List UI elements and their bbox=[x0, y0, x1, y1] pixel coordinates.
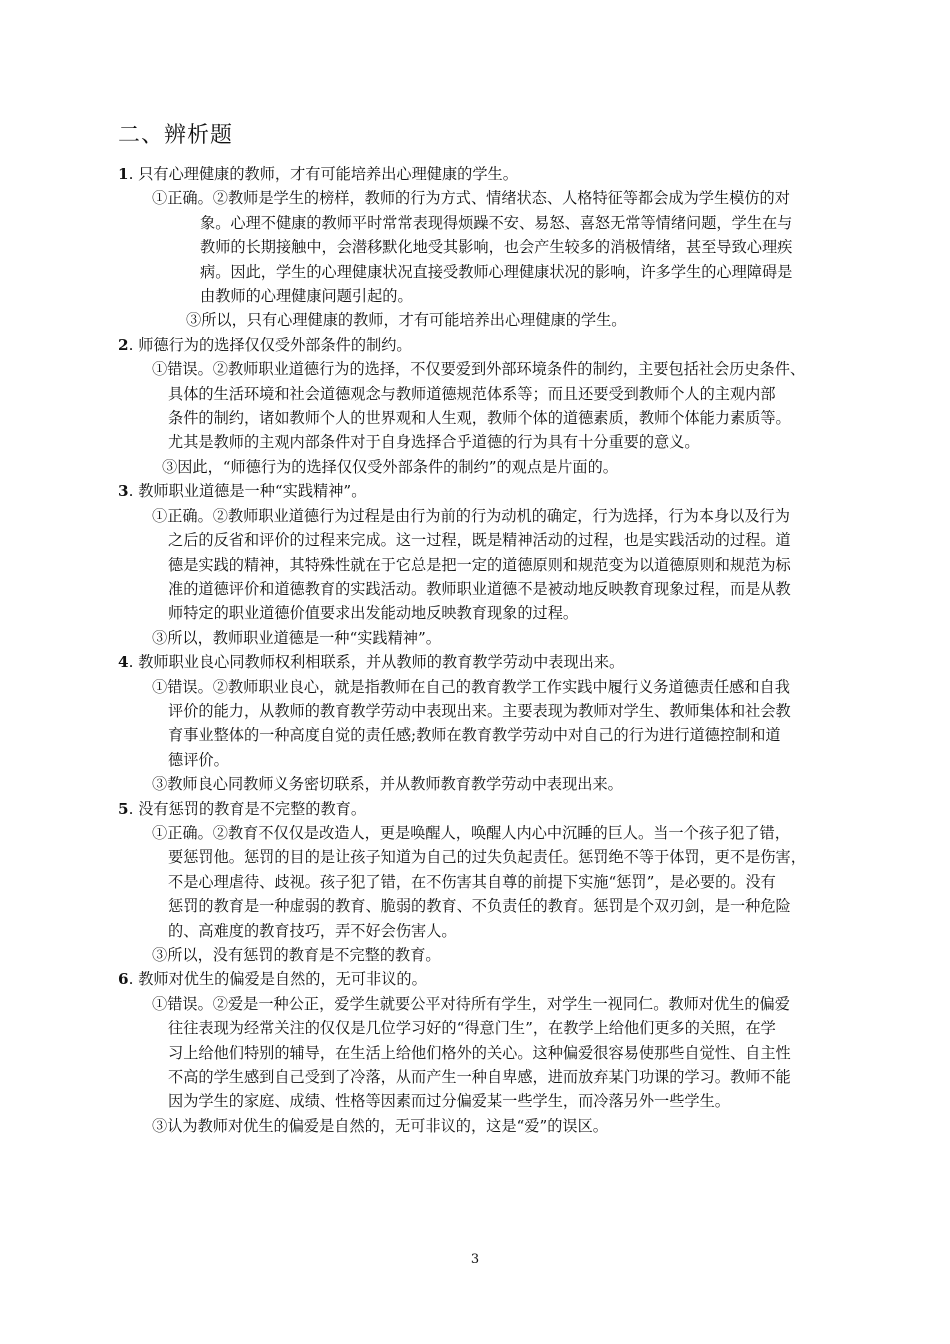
question-dot: . bbox=[128, 970, 134, 989]
answer-line: 由教师的心理健康问题引起的。 bbox=[200, 287, 413, 306]
question-text: 教师职业良心同教师权利相联系，并从教师的教育教学劳动中表现出来。 bbox=[138, 653, 625, 672]
page-number: 3 bbox=[470, 1252, 480, 1267]
answer-line: 德是实践的精神，其特殊性就在于它总是把一定的道德原则和规范变为以道德原则和规范为标 bbox=[168, 555, 791, 574]
answer-line: 具体的生活环境和社会道德观念与教师道德规范体系等；而且还要受到教师个人的主观内部 bbox=[168, 384, 776, 403]
answer-conclusion: ③教师良心同教师义务密切联系，并从教师教育教学劳动中表现出来。 bbox=[152, 775, 623, 794]
answer-line: 条件的制约，诸如教师个人的世界观和人生观，教师个体的道德素质，教师个体能力素质等。 bbox=[168, 409, 791, 428]
answer-conclusion: ③认为教师对优生的偏爱是自然的，无可非议的，这是“爱”的误区。 bbox=[152, 1116, 608, 1135]
question-4 bbox=[118, 650, 858, 796]
question-2 bbox=[118, 333, 858, 479]
answer-line: ①错误。②教师职业良心，就是指教师在自己的教育教学工作实践中履行义务道德责任感和自我 bbox=[152, 677, 790, 696]
question-number: 4 bbox=[118, 653, 129, 672]
question-title bbox=[118, 333, 858, 357]
question-dot: . bbox=[128, 799, 134, 818]
question-title bbox=[118, 162, 858, 186]
question-title bbox=[118, 967, 858, 991]
answer-line: 育事业整体的一种高度自觉的责任感;教师在教育教学劳动中对自己的行为进行道德控制和道 bbox=[168, 726, 781, 745]
question-dot: . bbox=[128, 482, 134, 501]
answer-line: 尤其是教师的主观内部条件对于自身选择合乎道德的行为具有十分重要的意义。 bbox=[168, 433, 700, 452]
answer-line: 准的道德评价和道德教育的实践活动。教师职业道德不是被动地反映教育现象过程，而是从教 bbox=[168, 579, 791, 598]
section-title: 二、辨析题 bbox=[118, 123, 234, 148]
question-6 bbox=[118, 967, 858, 1138]
answer-line: 习上给他们特别的辅导，在生活上给他们格外的关心。这种偏爱很容易使那些自觉性、自主性 bbox=[168, 1043, 791, 1062]
question-number: 6 bbox=[118, 970, 129, 989]
answer-conclusion: ③所以，只有心理健康的教师，才有可能培养出心理健康的学生。 bbox=[186, 311, 627, 330]
answer-line: 教师的长期接触中，会潜移默化地受其影响，也会产生较多的消极情绪，甚至导致心理疾 bbox=[200, 238, 793, 257]
question-3 bbox=[118, 479, 858, 650]
answer-line: ①错误。②教师职业道德行为的选择，不仅要爱到外部环境条件的制约，主要包括社会历史条件、 bbox=[152, 360, 806, 379]
question-dot: . bbox=[128, 165, 134, 183]
answer-line: 要惩罚他。惩罚的目的是让孩子知道为自己的过失负起责任。惩罚绝不等于体罚，更不是伤害， bbox=[168, 848, 806, 867]
question-number: 3 bbox=[118, 482, 129, 501]
answer-conclusion: ③所以，教师职业道德是一种“实践精神”。 bbox=[152, 628, 441, 647]
answer-line: ①错误。②爱是一种公正，爱学生就要公平对待所有学生，对学生一视同仁。教师对优生的偏爱 bbox=[152, 994, 790, 1013]
question-5 bbox=[118, 797, 858, 968]
questions-list bbox=[118, 162, 858, 1138]
answer-line: ①正确。②教师职业道德行为过程是由行为前的行为动机的确定，行为选择，行为本身以及行为 bbox=[152, 506, 790, 525]
answer-conclusion: ③所以，没有惩罚的教育是不完整的教育。 bbox=[152, 946, 441, 964]
question-dot: . bbox=[128, 335, 134, 354]
answer-line: ①正确。②教师是学生的榜样，教师的行为方式、情绪状态、人格特征等都会成为学生模仿的对 bbox=[152, 189, 790, 208]
answer-line: 评价的能力，从教师的教育教学劳动中表现出来。主要表现为教师对学生、教师集体和社会教 bbox=[168, 701, 791, 720]
answer-line: 往往表现为经常关注的仅仅是几位学习好的“得意门生”，在教学上给他们更多的关照，在学 bbox=[168, 1019, 776, 1038]
answer-line: 惩罚的教育是一种虚弱的教育、脆弱的教育、不负责任的教育。惩罚是个双刃剑，是一种危险 bbox=[168, 897, 791, 916]
question-dot: . bbox=[128, 653, 134, 672]
question-title bbox=[118, 797, 858, 821]
question-title bbox=[118, 650, 858, 674]
question-title bbox=[118, 479, 858, 503]
answer-line: 之后的反省和评价的过程来完成。这一过程，既是精神活动的过程，也是实践活动的过程。道 bbox=[168, 531, 791, 550]
answer-line: 师特定的职业道德价值要求出发能动地反映教育现象的过程。 bbox=[168, 604, 579, 623]
answer-conclusion: ③因此，“师德行为的选择仅仅受外部条件的制约”的观点是片面的。 bbox=[162, 457, 618, 476]
question-text: 教师职业道德是一种“实践精神”。 bbox=[138, 482, 367, 501]
answer-line: 病。因此，学生的心理健康状况直接受教师心理健康状况的影响，许多学生的心理障碍是 bbox=[200, 262, 793, 281]
question-number: 1 bbox=[118, 165, 129, 183]
question-text: 教师对优生的偏爱是自然的，无可非议的。 bbox=[138, 970, 427, 989]
answer-line: 不是心理虐待、歧视。孩子犯了错，在不伤害其自尊的前提下实施“惩罚”，是必要的。没有 bbox=[168, 872, 776, 891]
question-number: 5 bbox=[118, 799, 129, 818]
answer-line: 德评价。 bbox=[168, 750, 229, 769]
answer-line: 象。心理不健康的教师平时常常表现得烦躁不安、易怒、喜怒无常等情绪问题，学生在与 bbox=[200, 213, 793, 232]
question-text: 师德行为的选择仅仅受外部条件的制约。 bbox=[138, 335, 412, 354]
question-text: 只有心理健康的教师，才有可能培养出心理健康的学生。 bbox=[138, 165, 518, 183]
answer-line: 的、高难度的教育技巧，弄不好会伤害人。 bbox=[168, 921, 457, 940]
answer-line: 因为学生的家庭、成绩、性格等因素而过分偏爱某一些学生，而冷落另外一些学生。 bbox=[168, 1092, 730, 1111]
question-text: 没有惩罚的教育是不完整的教育。 bbox=[138, 799, 367, 818]
question-number: 2 bbox=[118, 335, 129, 354]
answer-line: ①正确。②教育不仅仅是改造人，更是唤醒人，唤醒人内心中沉睡的巨人。当一个孩子犯了错， bbox=[152, 823, 790, 842]
answer-line: 不高的学生感到自己受到了冷落，从而产生一种自卑感，进而放弃某门功课的学习。教师不能 bbox=[168, 1068, 791, 1087]
question-1 bbox=[118, 162, 858, 333]
